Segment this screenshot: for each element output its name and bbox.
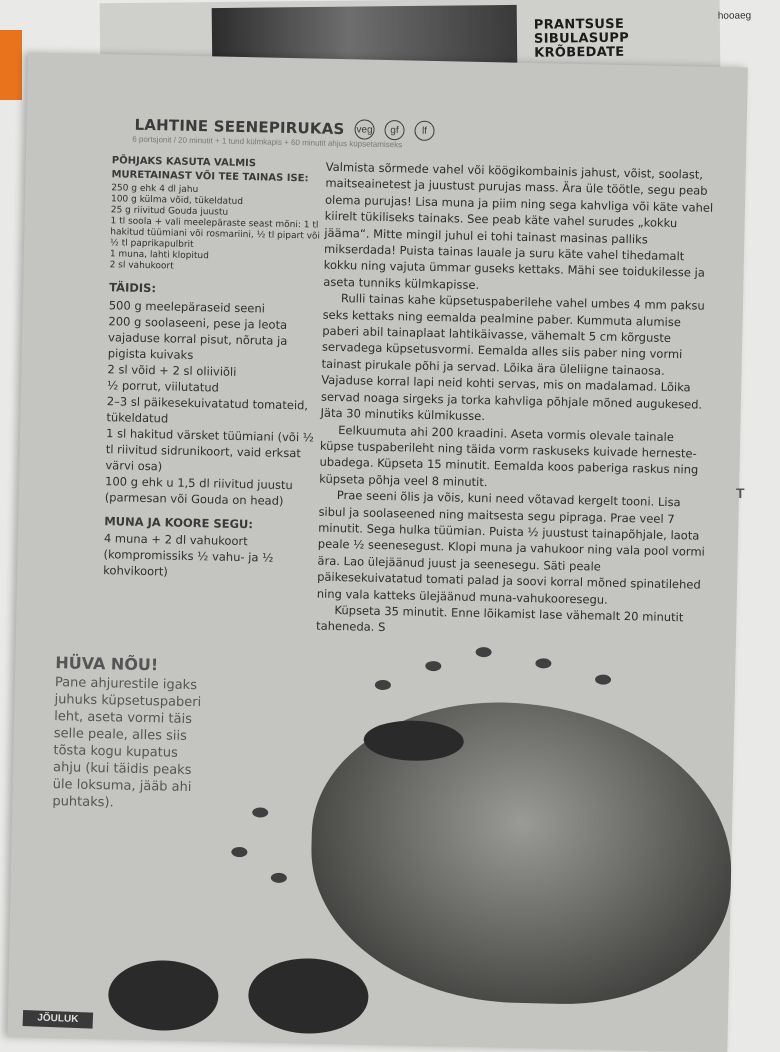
tip-text: Pane ahjurestile igaks juhuks küpsetuspaberi leht, aseta vormi täis selle peale, alles siis tõsta kogu kupatus ahju (kui täidis peaks üle loksuma, jääb ahi puhtaks). [52, 675, 202, 811]
footer-tag: JÕULUK [23, 1010, 94, 1029]
ingredient: 1 muna, lahti klopitud [109, 249, 209, 262]
method-paragraph: Valmista sõrmede vahel või köögikombainis jahust, võist, soolast, maitseainetest ja juustust purujas mass. Ära üle töötle, segu peab olema purujas! Lisa muna ja piim ning sega kahvliga või käte vahel kiirelt tükiliseks tainaks. See peab käte vahel surudes „kokku jääma“. Mitte mingil juhul ei tohi tainast masinas palliks mikserdada! Puista tainas lauale ja suru käte vahel tihedamalt kokku ning vajuta ümmar guseks kettaks. Mähi see toidukilesse ja aseta tunniks külmkapisse. [323, 159, 714, 292]
method-column [316, 159, 716, 643]
filling-section [105, 281, 320, 509]
recipe-page [7, 52, 747, 1052]
tomato-piece [363, 720, 464, 762]
herb-leaf [595, 674, 611, 684]
background-title [534, 17, 714, 61]
ingredient: 1 tl soola + vali meelepäraste seast mõni: 1 tl hakitud tüümiani või rosmariini, ½ tl pipart või ½ tl paprikapulbrit [109, 216, 321, 250]
diet-badge-icon: lf [414, 121, 434, 141]
ingredient: (kompromissiks ½ vahu- ja ½ kohvikoort) [103, 547, 274, 579]
herb-leaf [231, 847, 247, 857]
recipe-meta: 6 portsjonit / 20 minutit + 1 tund külmkapis + 60 minutit ahjus küpsetamiseks [132, 134, 403, 150]
method-paragraph: Prae seeni õlis ja võis, kuni need võtavad kergelt tooni. Lisa sibul ja soolaseened ning maitsesta segu pipraga. Prae veel 7 minutit. Sega hulka tüümian. Puista ½ juustust tainapõhjale, laota peale ½ seenesegust. Klopi muna ja vahukoor ning vala pool vormi ära. Lao ülejäänud juust ja seenesegu. Säti peale päikesekuivatatud tomati palad ja soovi korral mõned spinatilehed ning vala katteks ülejäänud muna-vahukooresegu. [316, 488, 705, 607]
ingredient: 1 sl hakitud värsket tüümiani (või ½ tl riivitud sidrunikoort, vaid erksat värvi osa) [105, 425, 315, 473]
dark-object [248, 957, 370, 1034]
dough-section [110, 154, 322, 275]
herb-leaf [476, 647, 492, 657]
edge-letter: T [736, 485, 745, 501]
recipe-title: LAHTINE SEENEPIRUKAS [134, 115, 345, 139]
tip-box [52, 653, 205, 813]
method-paragraph: Rulli tainas kahe küpsetuspaberilehe vahel umbes 4 mm paksu seks kettaks ning eemalda pealmine paber. Kummuta alumise paberi abil tainaplaat lahtikäivasse, vähemalt 5 cm kõrguste servadega küpsetusvormi. Eemalda alles siis paber ning vormi tainast pirukale põhi ja servad. Lõika ära üleliigne tainaosa. Vajaduse korral lapi neid kohti servas, mis on madalamad. Lõika servad noaga sirgeks ja torka kahvliga põhjale mõned augukesed. Jäta 30 minutiks külmikusse. [320, 291, 705, 424]
herb-leaf [535, 658, 551, 668]
dough-heading: PÕHJAKS KASUTA VALMIS MURETAINAST VÕI TEE TAINAS ISE: [111, 155, 309, 184]
ingredient: ½ porrut, viilutatud [106, 377, 220, 395]
herb-leaf [252, 807, 268, 817]
tip-title: HÜVA NÕU! [55, 653, 159, 675]
diet-badge-icon: gf [384, 120, 404, 140]
ingredients-column [103, 154, 322, 582]
orange-page-edge [0, 30, 22, 100]
ingredient: 100 g külma võid, tükeldatud [110, 194, 244, 207]
ingredient: 2 sl vahukoort [109, 260, 174, 272]
egg-mix-heading: MUNA JA KOORE SEGU: [104, 513, 254, 531]
egg-mix-section [103, 515, 314, 583]
filling-heading: TÄIDIS: [109, 280, 157, 296]
background-section-tag: hooaeg [717, 10, 752, 22]
ingredient: 250 g ehk 4 dl jahu [111, 183, 199, 196]
ingredient: 2–3 sl päikesekuivatatud tomateid, tükeldatud [106, 393, 309, 425]
method-paragraph: Eelkuumuta ahi 200 kraadini. Aseta vormis olevale tainale küpse tuspaberileht ning täida vorm raskuseks kuivade herneste-ubadega. Küpseta 15 minutit. Eemalda koos paberiga raskus ning küpseta põhja veel 8 minutit. [319, 422, 699, 489]
ingredient: 200 g soolaseeni, pese ja leota vajaduse korral pisut, nõruta ja pigista kuivaks [107, 313, 288, 362]
ingredient: 4 muna + 2 dl vahukoort [103, 531, 248, 549]
dark-object [108, 959, 219, 1031]
pie-photo [308, 699, 734, 1008]
ingredient: 100 g ehk u 1,5 dl riivitud juustu (parmesan või Gouda on head) [104, 473, 293, 508]
background-title-line-2: SIBULASUPP [533, 30, 630, 47]
background-title-line-3: KRÕBEDATE [534, 44, 625, 61]
background-title-line-1: PRANTSUSE [533, 16, 625, 33]
herb-leaf [425, 661, 441, 671]
herb-leaf [375, 680, 391, 690]
ingredient: 2 sl võid + 2 sl oliiviõli [107, 361, 237, 379]
method-paragraph: Küpseta 35 minutit. Enne lõikamist lase vähemalt 20 minutit taheneda. S [315, 602, 684, 635]
herb-leaf [271, 873, 287, 883]
ingredient: 25 g riivitud Gouda juustu [110, 205, 229, 218]
diet-badge-icon: veg [354, 119, 374, 139]
ingredient: 500 g meelepäraseid seeni [108, 297, 266, 315]
